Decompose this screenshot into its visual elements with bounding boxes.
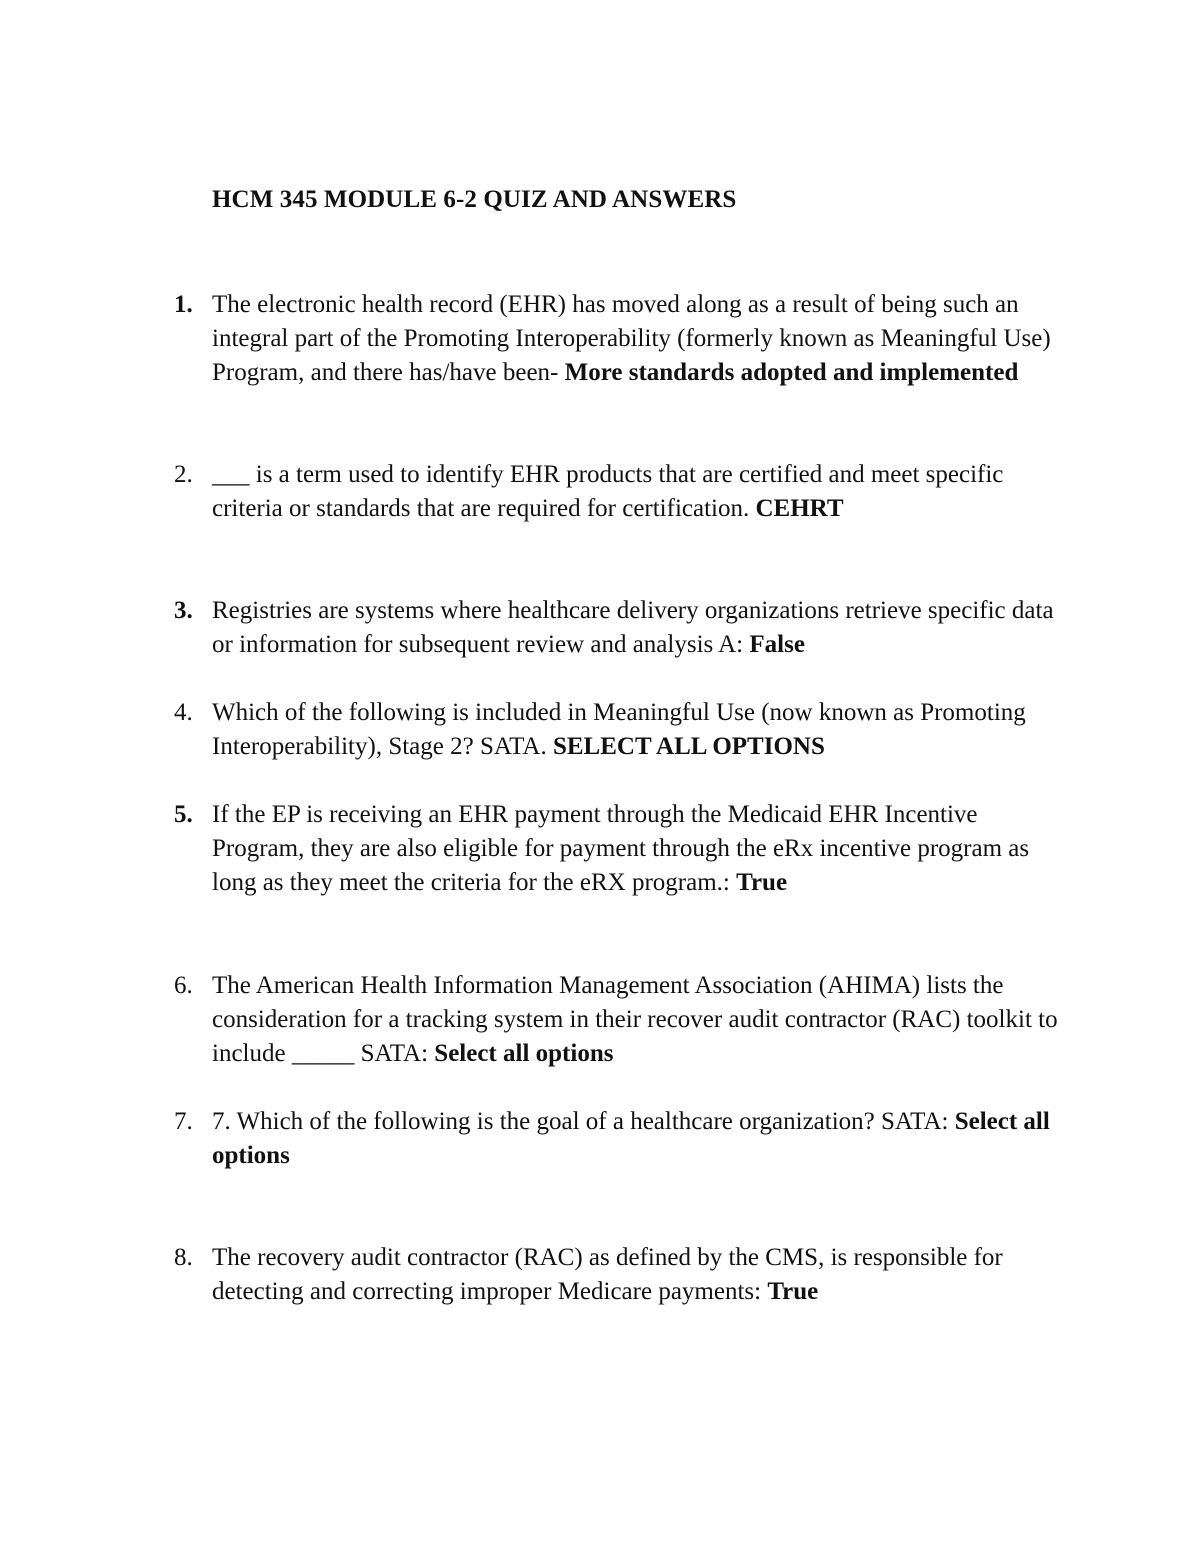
question-answer: True [736,869,788,896]
question-answer: False [749,631,805,658]
question-number: 3. [174,597,193,624]
question-number: 6. [174,972,193,999]
question-text: The recovery audit contractor (RAC) as defined by the CMS, is responsible for detecting and correcting improper Medicare payments: [212,1244,1003,1305]
question-body [212,594,1074,662]
question-answer: SELECT ALL OPTIONS [552,733,825,760]
question-text: ___ is a term used to identify EHR products that are certified and meet specific criteria or standards that are required for certification. [212,461,1004,522]
question-text: Which of the following is included in Meaningful Use (now known as Promoting Interoperability), Stage 2? SATA. [212,699,1026,760]
question-number: 2. [174,461,193,488]
question-body [212,696,1074,764]
question-body [212,1105,1074,1173]
question-text: Registries are systems where healthcare delivery organizations retrieve specific data or information for subsequent review and analysis A: [212,597,1054,658]
question-number: 4. [174,699,193,726]
question-body [212,1241,1074,1309]
question-text: The electronic health record (EHR) has moved along as a result of being such an integral part of the Promoting Interoperability (formerly known as Meaningful Use) Program, and there has/have been- [212,291,1051,386]
question-item [174,696,1074,764]
question-answer: Select all options [212,1108,1050,1169]
question-text: The American Health Information Management Association (AHIMA) lists the consideration for a tracking system in their recover audit contractor (RAC) toolkit to include _____ SATA: [212,972,1058,1067]
question-body [212,798,1074,900]
question-number: 5. [174,801,193,828]
question-item [174,969,1074,1071]
question-answer: More standards adopted and implemented [564,359,1019,386]
question-item [174,594,1074,662]
question-body [212,969,1074,1071]
question-text: 7. Which of the following is the goal of a healthcare organization? SATA: [212,1108,955,1135]
question-number: 8. [174,1244,193,1271]
question-number: 7. [174,1108,193,1135]
question-item [174,798,1074,900]
document-title: HCM 345 MODULE 6-2 QUIZ AND ANSWERS [212,186,737,213]
question-answer: Select all options [434,1040,614,1067]
question-number: 1. [174,291,193,318]
question-item [174,1241,1074,1309]
question-item [174,1105,1074,1173]
question-body [212,288,1074,390]
question-text: If the EP is receiving an EHR payment through the Medicaid EHR Incentive Program, they are also eligible for payment through the eRx incentive program as long as they meet the criteria for the eRX program.: [212,801,1030,896]
question-item [174,458,1074,526]
question-answer: CEHRT [755,495,844,522]
question-item [174,288,1074,390]
question-answer: True [767,1278,819,1305]
question-body [212,458,1074,526]
